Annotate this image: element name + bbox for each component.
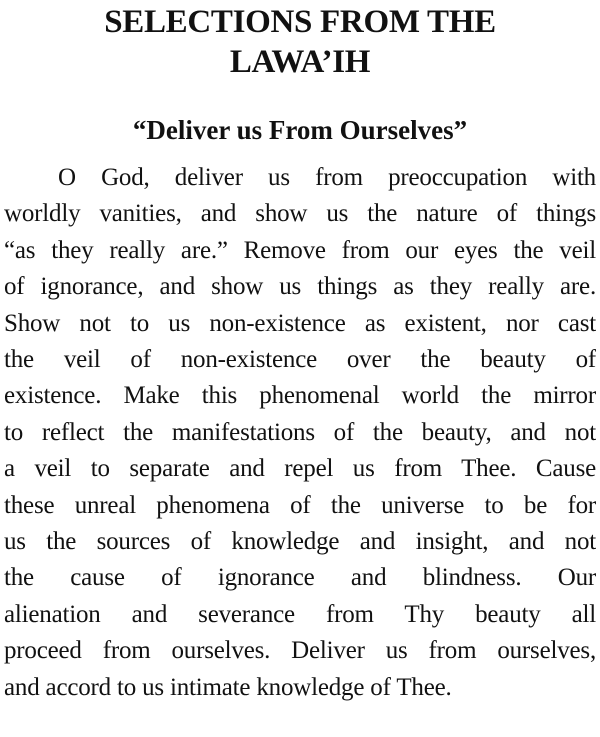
page-title	[0, 2, 600, 82]
section-heading: “Deliver us From Ourselves”	[132, 115, 468, 145]
body-line: the cause of ignorance and blindness. Our	[4, 564, 596, 592]
body-line: Show not to us non-existence as existent, nor cast	[4, 309, 596, 337]
body-line: proceed from ourselves. Deliver us from ourselves,	[4, 637, 596, 665]
body-line: of ignorance, and show us things as they really are.	[4, 273, 596, 301]
body-line: a veil to separate and repel us from Thee. Cause	[4, 455, 596, 483]
title-line-1: SELECTIONS FROM THE	[104, 4, 496, 40]
body-line: the veil of non-existence over the beauty of	[4, 346, 596, 374]
body-line: O God, deliver us from preoccupation with	[58, 164, 596, 191]
body-paragraph	[4, 160, 596, 706]
body-line: alienation and severance from Thy beauty all	[4, 600, 596, 628]
body-line: to reflect the manifestations of the beauty, and not	[4, 418, 596, 446]
body-line: these unreal phenomena of the universe to be for	[4, 491, 596, 519]
body-line: existence. Make this phenomenal world the mirror	[4, 382, 596, 410]
body-line: “as they really are.” Remove from our eyes the veil	[4, 236, 596, 264]
body-line: worldly vanities, and show us the nature of things	[4, 200, 596, 228]
body-line: and accord to us intimate knowledge of Thee.	[4, 673, 452, 701]
body-line: us the sources of knowledge and insight, and not	[4, 528, 596, 556]
title-line-2: LAWA’IH	[229, 44, 371, 80]
